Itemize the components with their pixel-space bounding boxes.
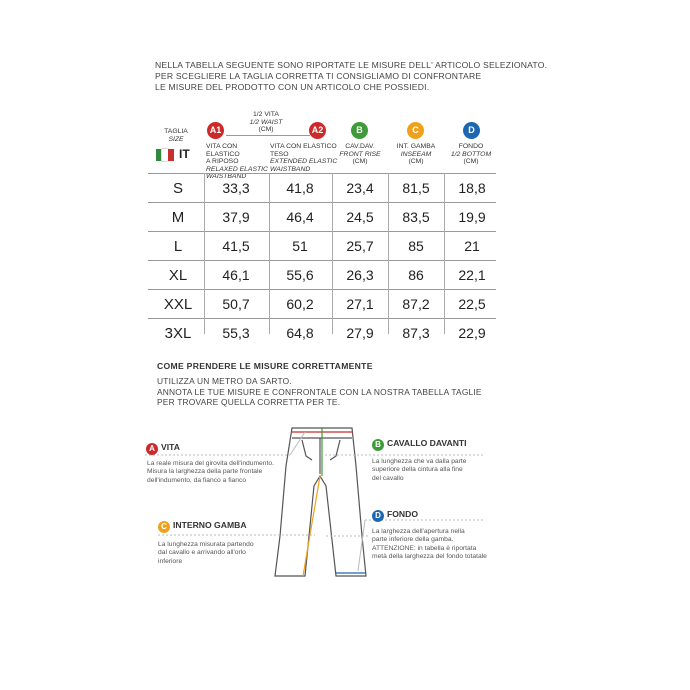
value-cell: 22,9: [458, 325, 486, 341]
vita-group-header: [236, 111, 296, 134]
value-cell: 55,3: [222, 325, 250, 341]
col-header-line: FONDO: [458, 143, 484, 150]
size-cell: XL: [168, 267, 188, 284]
value-cell: 25,7: [346, 238, 374, 254]
badge-a: A: [146, 443, 158, 455]
value-cell: 27,1: [346, 296, 374, 312]
value-cell: 19,9: [458, 209, 486, 225]
col-header-line: WAISTBAND: [270, 165, 311, 173]
size-label: SIZE: [168, 135, 184, 143]
intro-line: PER SCEGLIERE LA TAGLIA CORRETTA TI CONSIGLIAMO DI CONFRONTARE: [155, 71, 482, 81]
desc-line: del cavallo: [372, 474, 404, 482]
col-header-line: CAV.DAV.: [345, 143, 375, 150]
col-header-line: WAISTBAND: [206, 173, 247, 181]
measure-b-label: [372, 438, 467, 451]
desc-line: dal cavallo e arrivando all'orlo: [158, 549, 246, 557]
intro-line: LE MISURE DEL PRODOTTO CON UN ARTICOLO CHE POSSIEDI.: [155, 82, 430, 92]
size-cell: S: [172, 180, 183, 197]
table-row: [148, 290, 496, 319]
size-cell: 3XL: [164, 325, 192, 342]
col-header-line: (CM): [352, 158, 368, 166]
col-header-line: INT. GAMBA: [396, 143, 436, 150]
badge-a1: A1: [207, 122, 224, 139]
vita-header-line: 1/2 VITA: [253, 111, 279, 118]
desc-line: parte inferiore della gamba.: [372, 536, 454, 544]
col-header-line: EXTENDED ELASTIC: [270, 158, 338, 166]
desc-line: superiore della cintura alla fine: [372, 466, 463, 474]
value-cell: 24,5: [346, 209, 374, 225]
table-row: [148, 319, 496, 348]
table-row: [148, 261, 496, 290]
pants-outline: [275, 428, 366, 576]
col-header-line: (CM): [463, 158, 479, 166]
badge-c-icon: C: [158, 521, 170, 533]
size-header: [150, 128, 202, 143]
measure-c-desc: [158, 541, 254, 566]
value-cell: 50,7: [222, 296, 250, 312]
value-cell: 33,3: [222, 180, 250, 196]
badge-b: B: [351, 122, 368, 139]
vita-group-divider: [226, 135, 310, 136]
intro-text: [155, 60, 547, 93]
howto-line: PER TROVARE QUELLA CORRETTA PER TE.: [157, 397, 341, 407]
col-b-header: [334, 143, 386, 166]
col-header-line: RELAXED ELASTIC: [206, 165, 268, 173]
col-header-line: VITA CON ELASTICO: [270, 143, 337, 150]
measure-d-desc: [372, 528, 487, 562]
col-d-header: [444, 143, 498, 166]
desc-line: La lunghezza che va dalla parte: [372, 458, 467, 465]
measure-a-title: VITA: [161, 442, 180, 452]
badge-a2: A2: [309, 122, 326, 139]
desc-line: inferiore: [158, 557, 183, 565]
value-cell: 22,1: [458, 267, 486, 283]
howto-title: COME PRENDERE LE MISURE CORRETTAMENTE: [157, 361, 373, 371]
value-cell: 87,3: [402, 325, 430, 341]
value-cell: 23,4: [346, 180, 374, 196]
value-cell: 60,2: [286, 296, 314, 312]
col-header-line: VITA CON ELASTICO: [206, 143, 240, 158]
measure-a-desc: [147, 460, 274, 485]
desc-line: La reale misura del girovita dell'indumento.: [147, 460, 274, 467]
value-cell: 18,8: [458, 180, 486, 196]
howto-line: UTILIZZA UN METRO DA SARTO.: [157, 376, 292, 386]
table-row: [148, 232, 496, 261]
table-row: [148, 203, 496, 232]
value-cell: 87,2: [402, 296, 430, 312]
desc-line: La lunghezza misurata partendo: [158, 541, 254, 548]
desc-line: Misura la larghezza della parte frontale: [147, 468, 263, 476]
size-cell: L: [173, 238, 183, 255]
col-header-line: TESO: [270, 150, 289, 158]
howto-line: ANNOTA LE TUE MISURE E CONFRONTALE CON LA NOSTRA TABELLA TAGLIE: [157, 386, 482, 397]
value-cell: 46,4: [286, 209, 314, 225]
col-c-header: [389, 143, 443, 166]
value-cell: 21: [464, 238, 480, 254]
value-cell: 22,5: [458, 296, 486, 312]
value-cell: 41,8: [286, 180, 314, 196]
howto-text: [157, 376, 482, 408]
col-header-line: INSEEAM: [400, 150, 432, 158]
measure-b-desc: [372, 458, 466, 483]
it-label: IT: [179, 147, 190, 161]
measure-d-label: [372, 509, 418, 522]
value-cell: 41,5: [222, 238, 250, 254]
measure-d-title: FONDO: [387, 509, 419, 519]
col-header-line: (CM): [408, 158, 424, 166]
inseam-measure-line: [303, 476, 320, 576]
measure-b-title: CAVALLO DAVANTI: [387, 438, 467, 448]
value-cell: 86: [408, 267, 424, 283]
size-cell: M: [171, 209, 185, 226]
col-a2-header: [270, 143, 340, 173]
col-header-line: 1/2 BOTTOM: [450, 150, 492, 158]
italy-flag-icon: [156, 149, 174, 161]
vita-header-line: 1/2 WAIST: [249, 118, 283, 126]
value-cell: 81,5: [402, 180, 430, 196]
badge-d-icon: D: [372, 510, 384, 522]
badge-c: C: [407, 122, 424, 139]
vita-header-line: (CM): [258, 126, 274, 134]
size-table: [148, 111, 496, 342]
desc-line: La larghezza dell'apertura nella: [372, 528, 465, 535]
value-cell: 85: [408, 238, 424, 254]
value-cell: 83,5: [402, 209, 430, 225]
col-header-line: A RIPOSO: [206, 158, 239, 166]
desc-line: ATTENZIONE: in tabella è riportata: [372, 544, 477, 552]
table-row: [148, 174, 496, 203]
desc-line: metà della larghezza del fondo totatale: [372, 553, 487, 561]
value-cell: 46,1: [222, 267, 250, 283]
intro-line: NELLA TABELLA SEGUENTE SONO RIPORTATE LE MISURE DELL' ARTICOLO SELEZIONATO.: [155, 60, 548, 70]
size-cell: XXL: [163, 296, 193, 313]
value-cell: 51: [292, 238, 308, 254]
taglia-label: TAGLIA: [164, 128, 188, 135]
value-cell: 26,3: [346, 267, 374, 283]
badge-b-icon: B: [372, 439, 384, 451]
measure-c-title: INTERNO GAMBA: [173, 520, 247, 530]
measure-a-label: [146, 442, 180, 455]
value-cell: 27,9: [346, 325, 374, 341]
badge-d: D: [463, 122, 480, 139]
value-cell: 55,6: [286, 267, 314, 283]
col-header-line: FRONT RISE: [339, 150, 381, 158]
measure-c-label: [158, 520, 247, 533]
desc-line: dell'indumento, da fianco a fianco: [147, 476, 247, 484]
value-cell: 37,9: [222, 209, 250, 225]
value-cell: 64,8: [286, 325, 314, 341]
